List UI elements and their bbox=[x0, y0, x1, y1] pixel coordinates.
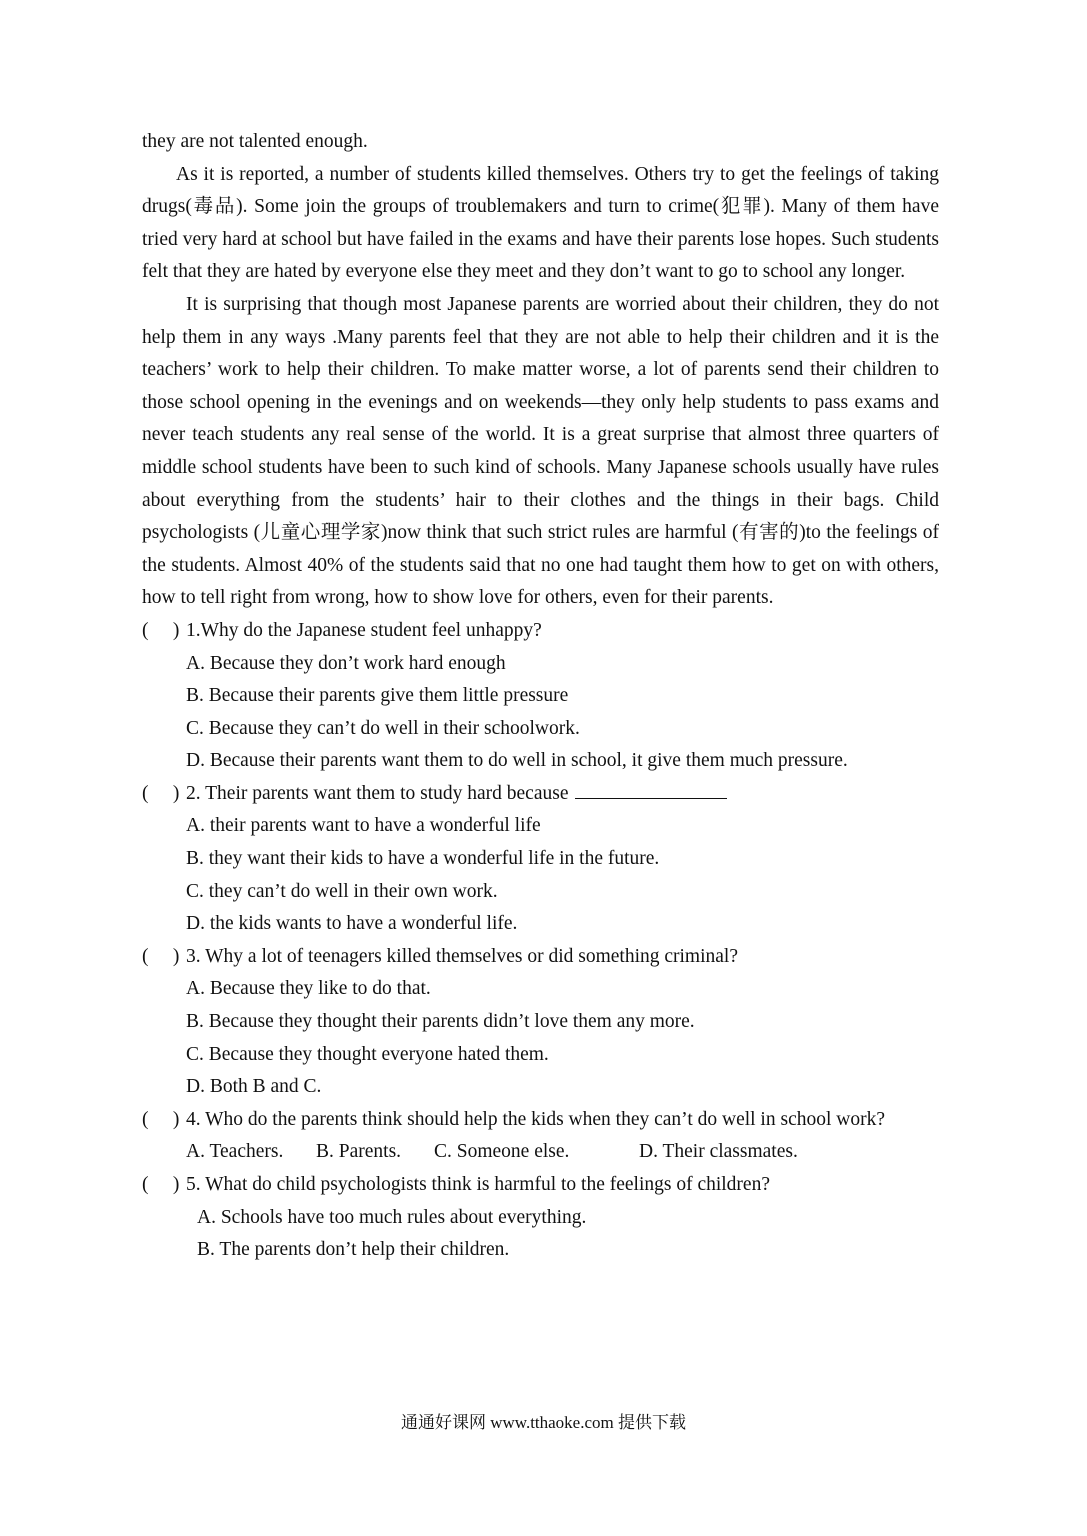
question-4 bbox=[142, 1104, 939, 1137]
option-a: A. their parents want to have a wonderful life bbox=[186, 815, 541, 837]
page-footer: 通通好课网 www.tthaoke.com 提供下载 bbox=[400, 1413, 687, 1432]
answer-bracket[interactable]: ( ) bbox=[142, 619, 180, 641]
option-b: B. they want their kids to have a wonderful life in the future. bbox=[186, 848, 660, 870]
question-text: 3. Why a lot of teenagers killed themselves or did something criminal? bbox=[186, 945, 738, 967]
option-c: C. Because they can’t do well in their schoolwork. bbox=[186, 717, 580, 739]
option-d: D. the kids wants to have a wonderful life. bbox=[186, 913, 518, 935]
question-text: 5. What do child psychologists think is harmful to the feelings of children? bbox=[186, 1174, 770, 1195]
option-a: A. Schools have too much rules about everything. bbox=[197, 1206, 587, 1228]
option-b: B. Because their parents give them little pressure bbox=[186, 685, 569, 707]
passage-paragraph-2: It is surprising that though most Japanese parents are worried about their children, they do not help them in any ways .Many parents feel that they are not able to help their children and it is the teachers’ work to help their children. To make matter worse, a lot of parents send their children to those school opening in the evenings and on weekends—they only help students to pass exams and never teach students any real sense of the world. It is a great surprise that almost three quarters of middle school students have been to such kind of schools. Many Japanese schools usually have rules about everything from the students’ hair to their clothes and the things in their bags. Child psychologists (儿童心理学家)now think that such strict rules are harmful (有害的)to the feelings of the students. Almost 40% of the students said that no one had taught them how to get on with others, how to tell right from wrong, how to show love for others, even for their parents. bbox=[142, 293, 939, 609]
option-b: B. The parents don’t help their children. bbox=[197, 1239, 510, 1261]
options-row bbox=[142, 1136, 939, 1169]
question-text: 1.Why do the Japanese student feel unhappy? bbox=[186, 619, 542, 641]
answer-bracket[interactable]: ( ) bbox=[142, 782, 180, 804]
option-b: B. Because they thought their parents didn’t love them any more. bbox=[186, 1011, 695, 1033]
option-c: C. Because they thought everyone hated them. bbox=[186, 1043, 549, 1065]
passage-paragraph-1: As it is reported, a number of students killed themselves. Others try to get the feelings of taking drugs(毒品). Some join the groups of troublemakers and turn to crime(犯罪). Many of them have tried very hard at school but have failed in the exams and have their parents lose hopes. Such students felt that they are hated by everyone else they meet and they don’t want to go to school any longer. bbox=[142, 163, 939, 283]
answer-bracket[interactable]: ( ) bbox=[142, 1108, 180, 1130]
option-c: C. Someone else. bbox=[434, 1141, 570, 1163]
answer-bracket[interactable]: ( ) bbox=[142, 1174, 180, 1195]
option-a: A. Teachers. bbox=[186, 1141, 284, 1163]
option-d: D. Their classmates. bbox=[639, 1141, 798, 1163]
option-d: D. Both B and C. bbox=[186, 1076, 322, 1098]
option-a: A. Because they don’t work hard enough bbox=[186, 652, 506, 674]
option-a: A. Because they like to do that. bbox=[186, 978, 431, 1000]
question-3 bbox=[142, 941, 939, 974]
question-text: 2. Their parents want them to study hard because bbox=[186, 782, 569, 804]
option-c: C. they can’t do well in their own work. bbox=[186, 880, 498, 902]
question-5 bbox=[142, 1169, 939, 1202]
answer-bracket[interactable]: ( ) bbox=[142, 945, 180, 967]
question-text: 4. Who do the parents think should help the kids when they can’t do well in school work? bbox=[186, 1108, 885, 1130]
fill-in-blank[interactable] bbox=[575, 780, 727, 799]
option-b: B. Parents. bbox=[316, 1141, 402, 1163]
passage-continuation-line: they are not talented enough. bbox=[142, 131, 368, 152]
option-d: D. Because their parents want them to do well in school, it give them much pressure. bbox=[186, 750, 848, 772]
question-1 bbox=[142, 615, 939, 648]
question-2 bbox=[142, 778, 939, 811]
document-page bbox=[142, 126, 939, 1267]
